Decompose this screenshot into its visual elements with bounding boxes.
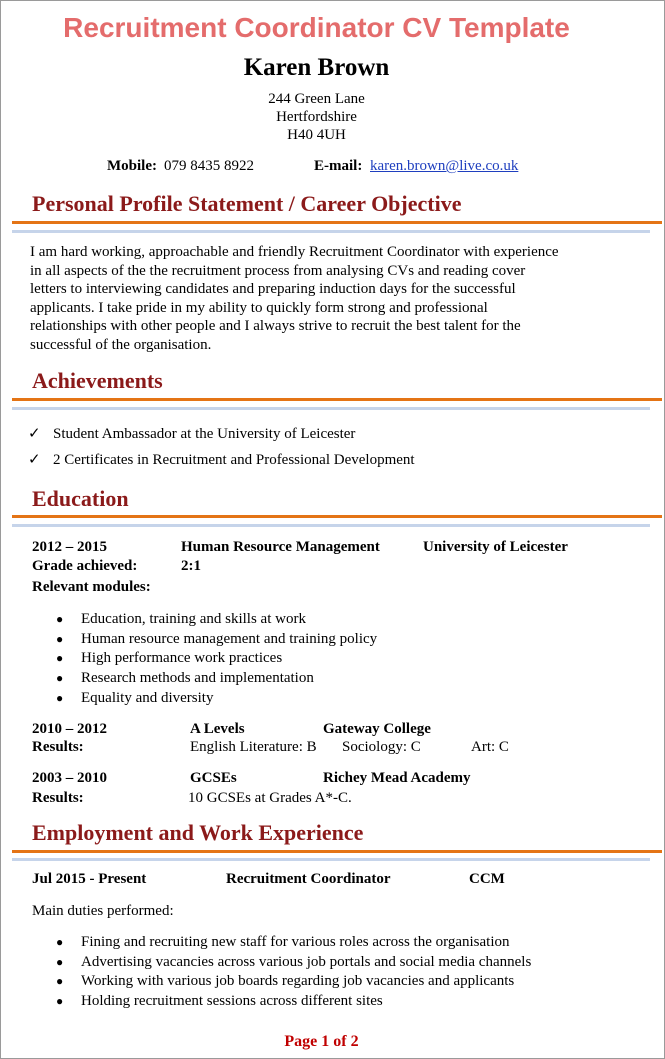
document-title: Recruitment Coordinator CV Template bbox=[63, 12, 570, 43]
list-item: ● Equality and diversity bbox=[0, 689, 377, 709]
education-heading: Education bbox=[32, 486, 129, 511]
alevels-result: Art: C bbox=[471, 739, 509, 755]
address-line-3: H40 4UH bbox=[287, 127, 346, 143]
email-link[interactable]: karen.brown@live.co.uk bbox=[370, 158, 519, 174]
achievement-item bbox=[28, 424, 355, 443]
section-rule-blue bbox=[12, 230, 650, 233]
section-rule-orange bbox=[12, 398, 662, 401]
mobile-label: Mobile: bbox=[107, 158, 157, 174]
list-item: ● Research methods and implementation bbox=[0, 669, 377, 689]
modules-list bbox=[0, 610, 377, 708]
gcse-qualification: GCSEs bbox=[190, 770, 237, 786]
alevels-result: English Literature: B bbox=[190, 739, 317, 755]
achievement-text: Student Ambassador at the University of Leicester bbox=[53, 426, 356, 442]
email-label: E-mail: bbox=[314, 158, 363, 174]
bullet-icon: ● bbox=[56, 651, 64, 666]
alevels-result: Sociology: C bbox=[342, 739, 421, 755]
section-rule-orange bbox=[12, 221, 662, 224]
job-title: Recruitment Coordinator bbox=[226, 871, 391, 887]
list-item: ● Advertising vacancies across various job portals and social media channels bbox=[0, 953, 531, 973]
list-item: ● Fining and recruiting new staff for various roles across the organisation bbox=[0, 933, 531, 953]
profile-line: in all aspects of the the recruitment process from analysing CVs and reading cover bbox=[30, 262, 526, 279]
duties-label: Main duties performed: bbox=[32, 903, 174, 919]
alevels-qualification: A Levels bbox=[190, 721, 245, 737]
alevels-years: 2010 – 2012 bbox=[32, 721, 107, 737]
section-rule-orange bbox=[12, 515, 662, 518]
gcse-institution: Richey Mead Academy bbox=[323, 770, 471, 786]
achievements-heading: Achievements bbox=[32, 368, 163, 393]
degree-institution: University of Leicester bbox=[423, 539, 568, 555]
degree-years: 2012 – 2015 bbox=[32, 539, 107, 555]
achievement-text: 2 Certificates in Recruitment and Professional Development bbox=[53, 452, 415, 468]
bullet-icon: ● bbox=[56, 974, 64, 989]
modules-label: Relevant modules: bbox=[32, 579, 151, 595]
list-item: ● Holding recruitment sessions across different sites bbox=[0, 992, 531, 1012]
job-period: Jul 2015 - Present bbox=[32, 871, 147, 887]
bullet-icon: ● bbox=[56, 994, 64, 1009]
alevels-results-label: Results: bbox=[32, 739, 84, 755]
list-item: ● Working with various job boards regarding job vacancies and applicants bbox=[0, 972, 531, 992]
list-item: ● High performance work practices bbox=[0, 649, 377, 669]
bullet-icon: ● bbox=[56, 612, 64, 626]
achievement-item bbox=[28, 450, 415, 469]
page-number: Page 1 of 2 bbox=[284, 1033, 359, 1050]
bullet-icon: ● bbox=[56, 690, 64, 705]
section-rule-blue bbox=[12, 524, 650, 527]
grade-value: 2:1 bbox=[181, 558, 201, 574]
profile-line: I am hard working, approachable and friendly Recruitment Coordinator with experience bbox=[30, 244, 559, 260]
address-line-1: 244 Green Lane bbox=[268, 91, 365, 107]
job-company: CCM bbox=[469, 871, 505, 887]
gcse-results-label: Results: bbox=[32, 790, 84, 806]
list-item: ● Education, training and skills at work bbox=[0, 610, 377, 630]
profile-line: applicants. I take pride in my ability to quickly form strong and professional bbox=[30, 299, 488, 316]
candidate-name: Karen Brown bbox=[243, 54, 390, 81]
section-rule-blue bbox=[12, 858, 650, 861]
checkmark-icon: ✓ bbox=[28, 452, 41, 468]
checkmark-icon: ✓ bbox=[28, 426, 41, 442]
employment-heading: Employment and Work Experience bbox=[32, 820, 364, 845]
profile-heading: Personal Profile Statement / Career Objective bbox=[32, 191, 462, 216]
profile-line: successful of the organisation. bbox=[30, 336, 212, 353]
grade-label: Grade achieved: bbox=[32, 558, 138, 574]
section-rule-orange bbox=[12, 850, 662, 853]
gcse-years: 2003 – 2010 bbox=[32, 770, 107, 786]
duties-list bbox=[0, 933, 531, 1012]
degree-course: Human Resource Management bbox=[181, 539, 380, 555]
address-line-2: Hertfordshire bbox=[276, 109, 357, 125]
mobile-number: 079 8435 8922 bbox=[164, 158, 254, 174]
profile-line: letters to interviewing candidates and preparing induction days for the successful bbox=[30, 281, 516, 298]
section-rule-blue bbox=[12, 407, 650, 410]
bullet-icon: ● bbox=[56, 671, 64, 686]
profile-paragraph bbox=[30, 243, 620, 355]
profile-line: relationships with other people and I always strive to recruit the best talent for the bbox=[30, 318, 521, 335]
gcse-results: 10 GCSEs at Grades A*-C. bbox=[188, 790, 352, 806]
alevels-institution: Gateway College bbox=[323, 721, 431, 737]
bullet-icon: ● bbox=[56, 631, 64, 646]
list-item: ● Human resource management and training policy bbox=[0, 630, 377, 650]
bullet-icon: ● bbox=[56, 954, 64, 969]
bullet-icon: ● bbox=[56, 935, 64, 949]
